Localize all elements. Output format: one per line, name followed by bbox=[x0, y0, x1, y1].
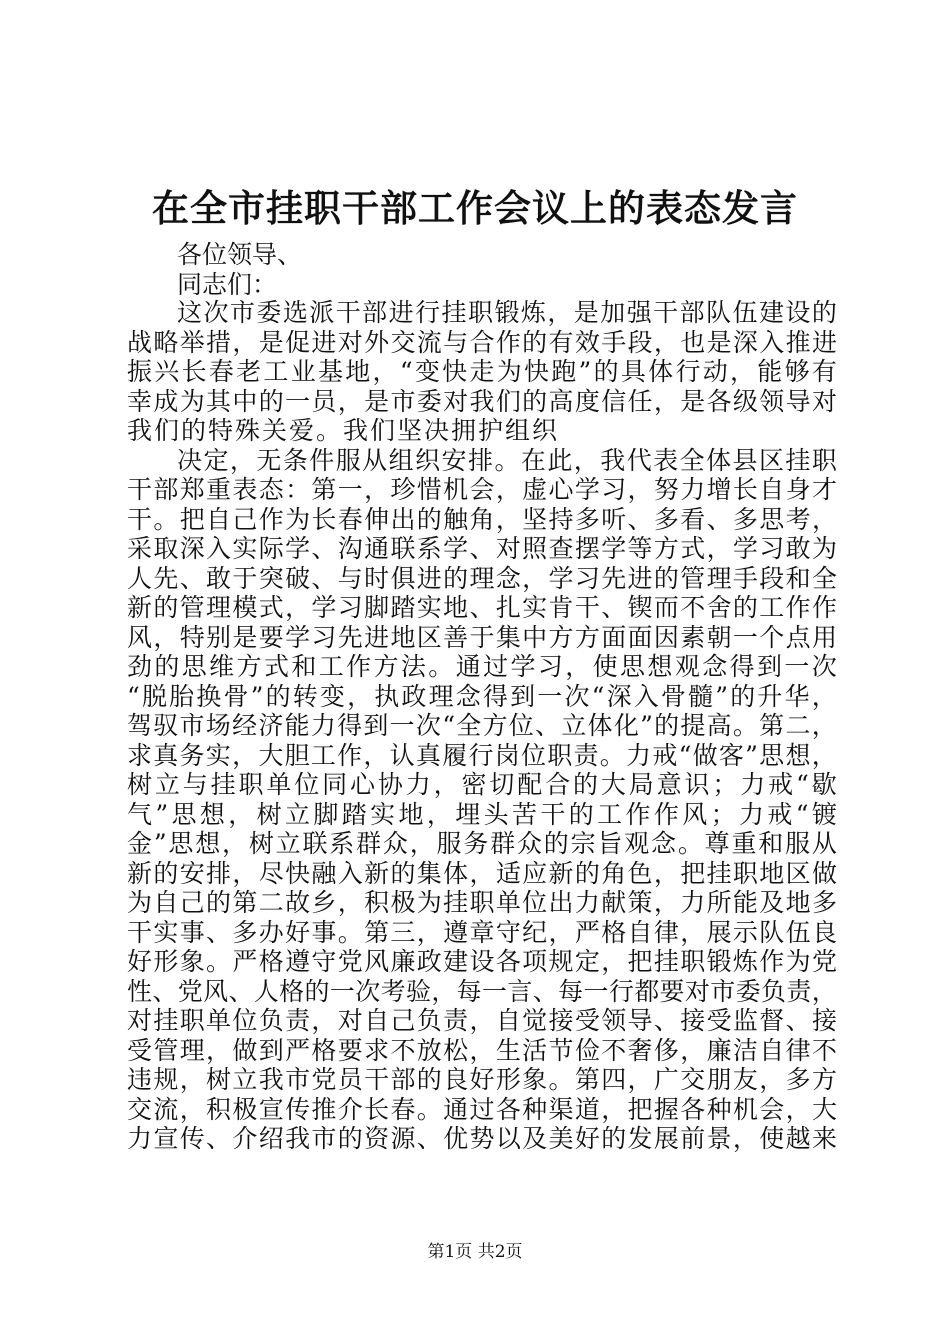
body-line: 劲 的 思 维 方 式 和 工 作 方 法 。 通 过 学 习 ， 使 思 想 观 念 得 到 一 次 bbox=[127, 652, 837, 681]
body-line: 违 规 ， 树 立 我 市 党 员 干 部 的 良 好 形 象 。 第 四 ， 广 交 朋 友 ， 多 方 bbox=[127, 1065, 837, 1094]
body-line: 新 的 安 排 ， 尽 快 融 入 新 的 集 体 ， 适 应 新 的 角 色 ， 把 挂 职 地 区 做 bbox=[127, 858, 837, 888]
speech-body bbox=[127, 298, 837, 1154]
body-line: 幸 成 为 其 中 的 一 员 ， 是 市 委 对 我 们 的 高 度 信 任 ， 是 各 级 领 导 对 bbox=[127, 386, 837, 416]
body-line: 人 先 、 敢 于 突 破 、 与 时 俱 进 的 理 念 ， 学 习 先 进 的 管 理 手 段 和 全 bbox=[127, 563, 837, 593]
body-line: 力 宣 传 、 介 绍 我 市 的 资 源 、 优 势 以 及 美 好 的 发 展 前 景 ， 使 越 来 bbox=[127, 1124, 837, 1153]
body-line: 驾 驭 市 场 经 济 能 力 得 到 一 次 “ 全 方 位 、 立 体 化 ” 的 提 高 。 第 二 ， bbox=[127, 711, 837, 740]
body-line: 气 ” 思 想 ， 树 立 脚 踏 实 地 ， 埋 头 苦 干 的 工 作 作 风 ； 力 戒 “ 镀 bbox=[127, 799, 837, 829]
document-title: 在全市挂职干部工作会议上的表态发言 bbox=[152, 186, 798, 230]
body-line: 干 实 事 、 多 办 好 事 。 第 三 ， 遵 章 守 纪 ， 严 格 自 律 ， 展 示 队 伍 良 bbox=[127, 917, 837, 947]
body-line: 受 管 理 ， 做 到 严 格 要 求 不 放 松 ， 生 活 节 俭 不 奢 侈 ， 廉 洁 自 律 不 bbox=[127, 1035, 837, 1065]
body-line: 交 流 ， 积 极 宣 传 推 介 长 春 。 通 过 各 种 渠 道 ， 把 握 各 种 机 会 ， 大 bbox=[127, 1094, 837, 1124]
greeting-line: 同志们： bbox=[177, 270, 278, 299]
body-line: 性 、 党 风 、 人 格 的 一 次 考 验 ， 每 一 言 、 每 一 行 都 要 对 市 委 负 责 ， bbox=[127, 976, 837, 1006]
body-line: 为 自 己 的 第 二 故 乡 ， 积 极 为 挂 职 单 位 出 力 献 策 ， 力 所 能 及 地 多 bbox=[127, 888, 837, 917]
body-line: 干 部 郑 重 表 态 ： 第 一 ， 珍 惜 机 会 ， 虚 心 学 习 ， 努 力 增 长 自 身 才 bbox=[127, 475, 837, 504]
body-line: 战 略 举 措 ， 是 促 进 对 外 交 流 与 合 作 的 有 效 手 段 ， 也 是 深 入 推 进 bbox=[127, 327, 837, 357]
body-line: 干 。 把 自 己 作 为 长 春 伸 出 的 触 角 ， 坚 持 多 听 、 多 看 、 多 思 考 ， bbox=[127, 504, 837, 534]
body-line: 决 定 ， 无 条 件 服 从 组 织 安 排 。 在 此 ， 我 代 表 全 体 县 区 挂 职 bbox=[177, 445, 837, 475]
body-line: 树 立 与 挂 职 单 位 同 心 协 力 ， 密 切 配 合 的 大 局 意 识 ； 力 戒 “ 歇 bbox=[127, 770, 837, 799]
body-line: 求 真 务 实 ， 大 胆 工 作 ， 认 真 履 行 岗 位 职 责 。 力 戒 “ 做 客 ” 思 想 ， bbox=[127, 740, 837, 770]
body-line: 振 兴 长 春 老 工 业 基 地 ， “ 变 快 走 为 快 跑 ” 的 具 体 行 动 ， 能 够 有 bbox=[127, 357, 837, 386]
body-line: 采 取 深 入 实 际 学 、 沟 通 联 系 学 、 对 照 查 摆 学 等 方 式 ， 学 习 敢 为 bbox=[127, 534, 837, 563]
page-footer: 第1页 共2页 bbox=[427, 1242, 523, 1262]
body-line: “ 脱 胎 换 骨 ” 的 转 变 ， 执 政 理 念 得 到 一 次 “ 深 入 骨 髓 ” 的 升 华 ， bbox=[127, 681, 837, 711]
greeting-line: 各位领导、 bbox=[177, 240, 303, 269]
body-line: 风 ， 特 别 是 要 学 习 先 进 地 区 善 于 集 中 方 方 面 面 因 素 朝 一 个 点 用 bbox=[127, 622, 837, 652]
body-line: 我们的特殊关爱。我们坚决拥护组织 bbox=[127, 416, 560, 445]
body-line: 新 的 管 理 模 式 ， 学 习 脚 踏 实 地 、 扎 实 肯 干 、 锲 而 不 舍 的 工 作 作 bbox=[127, 593, 837, 622]
body-line: 金 ” 思 想 ， 树 立 联 系 群 众 ， 服 务 群 众 的 宗 旨 观 念 。 尊 重 和 服 从 bbox=[127, 829, 837, 858]
body-line: 这 次 市 委 选 派 干 部 进 行 挂 职 锻 炼 ， 是 加 强 干 部 队 伍 建 设 的 bbox=[177, 298, 837, 327]
body-line: 好 形 象 。 严 格 遵 守 党 风 廉 政 建 设 各 项 规 定 ， 把 挂 职 锻 炼 作 为 党 bbox=[127, 947, 837, 976]
body-line: 对 挂 职 单 位 负 责 ， 对 自 己 负 责 ， 自 觉 接 受 领 导 、 接 受 监 督 、 接 bbox=[127, 1006, 837, 1035]
